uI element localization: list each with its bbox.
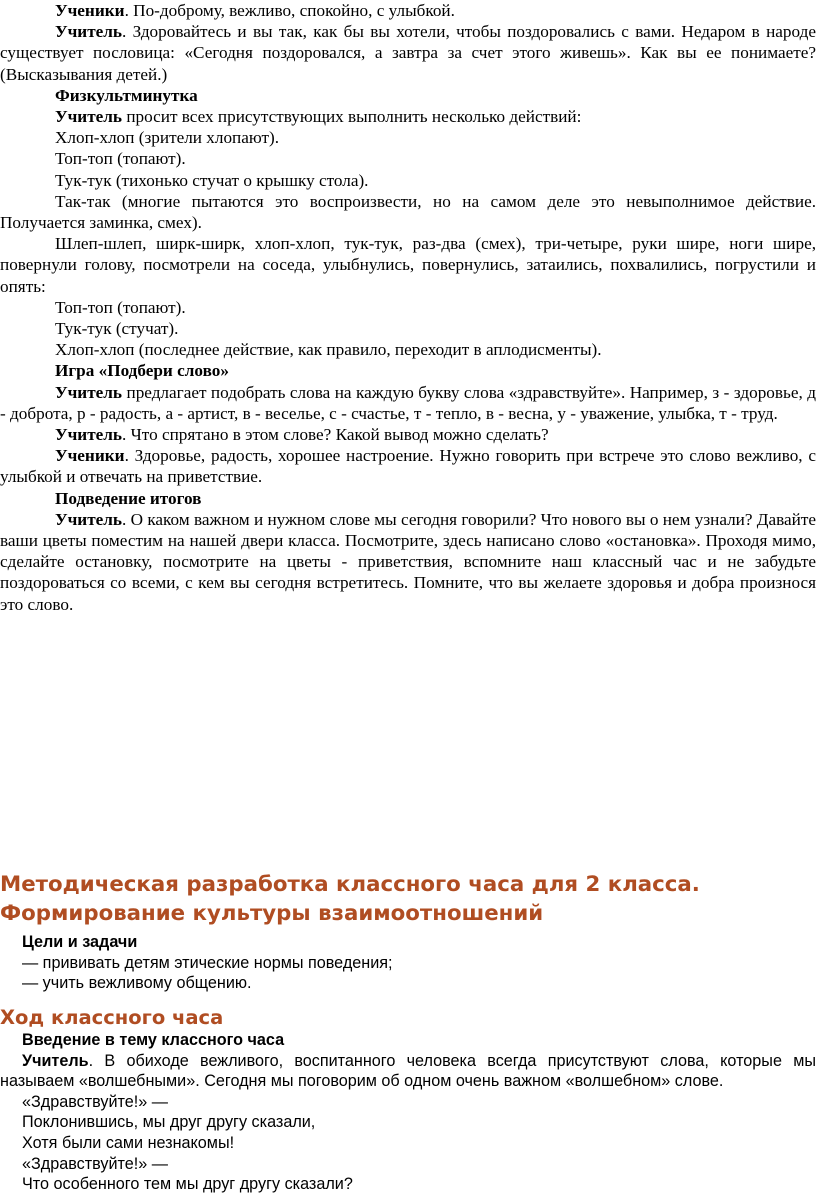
goal-item: — учить вежливому общению. — [22, 974, 252, 993]
speaker-label: Учитель — [22, 1051, 89, 1070]
poem-line: Хотя были сами незнакомы! — [22, 1133, 235, 1152]
intro-block — [0, 1030, 816, 1195]
action-line: Хлоп-хлоп (последнее действие, как правило, переходит в аплодисменты). — [55, 340, 602, 360]
poem-line: «Здравствуйте!» — — [22, 1154, 168, 1173]
speaker-label: Ученики — [55, 1, 125, 20]
action-line: Топ-топ (топают). — [55, 149, 186, 169]
action-line: Тук-тук (тихонько стучат о крышку стола). — [55, 170, 369, 190]
title-line-1: Методическая разработка классного часа для 2 класса. — [0, 872, 700, 897]
action-line: Хлоп-хлоп (зрители хлопают). — [55, 128, 280, 148]
heading-summary: Подведение итогов — [55, 488, 202, 508]
teacher-remark-2: Учитель просит всех присутствующих выполнить несколько действий: — [55, 107, 582, 127]
action-line: Топ-топ (топают). — [55, 297, 186, 317]
action-paragraph: Шлеп-шлеп, ширк-ширк, хлоп-хлоп, тук-тук, раз-два (смех), три-четыре, руки шире, ноги шире, повернули голову, посмотрели на соседа, улыбнулись, повернулись, затаились, похвалились, погрустили и опять: — [0, 234, 816, 296]
speaker-label: Учитель — [55, 382, 123, 402]
article-title — [0, 870, 816, 928]
poem-line: Поклонившись, мы друг другу сказали, — [22, 1113, 316, 1132]
title-line-2: Формирование культуры взаимоотношений — [0, 901, 544, 926]
students-reply-2: Ученики. Здоровье, радость, хорошее настроение. Нужно говорить при встрече это слово вежливо, с улыбкой и отвечать на приветствие. — [0, 446, 816, 487]
teacher-remark-1: Учитель. Здоровайтесь и вы так, как бы вы хотели, чтобы поздоровались с вами. Недаром в народе существует пословица: «Сегодня поздоровался, а завтра за счет этого живешь». Как вы ее понимаете? (Высказывания детей.) — [0, 22, 816, 84]
speaker-label: Ученики — [55, 446, 125, 466]
speaker-label: Учитель — [55, 425, 123, 445]
section-heading: Ход классного часа — [0, 1006, 224, 1029]
goal-item: — прививать детям этические нормы поведения; — [22, 953, 393, 972]
teacher-remark-3: Учитель предлагает подобрать слова на каждую букву слова «здравствуйте». Например, з - здоровье, д - доброта, р - радость, а - артист, в - веселье, с - счастье, т - тепло, в - весна, у - уважение, улыбка, т - труд. — [0, 382, 816, 423]
goals-heading: Цели и задачи — [22, 933, 138, 951]
poem-line: Что особенного тем мы друг другу сказали? — [22, 1175, 353, 1194]
speaker-label: Учитель — [55, 107, 123, 127]
students-reply-1: Ученики. По-доброму, вежливо, спокойно, с улыбкой. — [55, 1, 455, 20]
heading-fizkultminutka: Физкультминутка — [55, 85, 198, 105]
goals-block — [0, 932, 816, 994]
teacher-remark-5: Учитель. О каком важном и нужном слове мы сегодня говорили? Что нового вы о нем узнали? Давайте ваши цветы поместим на нашей двери класса. Посмотрите, здесь написано слово «остановка». Проходя мимо, сделайте остановку, посмотрите на цветы - приветствия, вспомните наш классный час и не забудьте поздороваться со всеми, с кем вы сегодня встретитесь. Помните, что вы желаете здоровья и добра произнося это слово. — [0, 509, 816, 614]
speaker-label: Учитель — [55, 509, 123, 529]
teacher-remark-4: Учитель. Что спрятано в этом слове? Какой вывод можно сделать? — [55, 425, 549, 445]
poem-line: «Здравствуйте!» — — [22, 1092, 168, 1111]
intro-heading: Введение в тему классного часа — [22, 1031, 285, 1049]
heading-game: Игра «Подбери слово» — [55, 361, 229, 381]
action-paragraph: Так-так (многие пытаются это воспроизвести, но на самом деле это невыполнимое действие. Получается заминка, смех). — [0, 191, 816, 233]
speaker-label: Учитель — [55, 22, 123, 42]
action-line: Тук-тук (стучат). — [55, 319, 179, 339]
intro-paragraph: Учитель. В обиходе вежливого, воспитанного человека всегда присутствуют слова, которые мы называем «волшебными». Сегодня мы поговорим об одном очень важном «волшебном» слове. — [0, 1051, 816, 1091]
